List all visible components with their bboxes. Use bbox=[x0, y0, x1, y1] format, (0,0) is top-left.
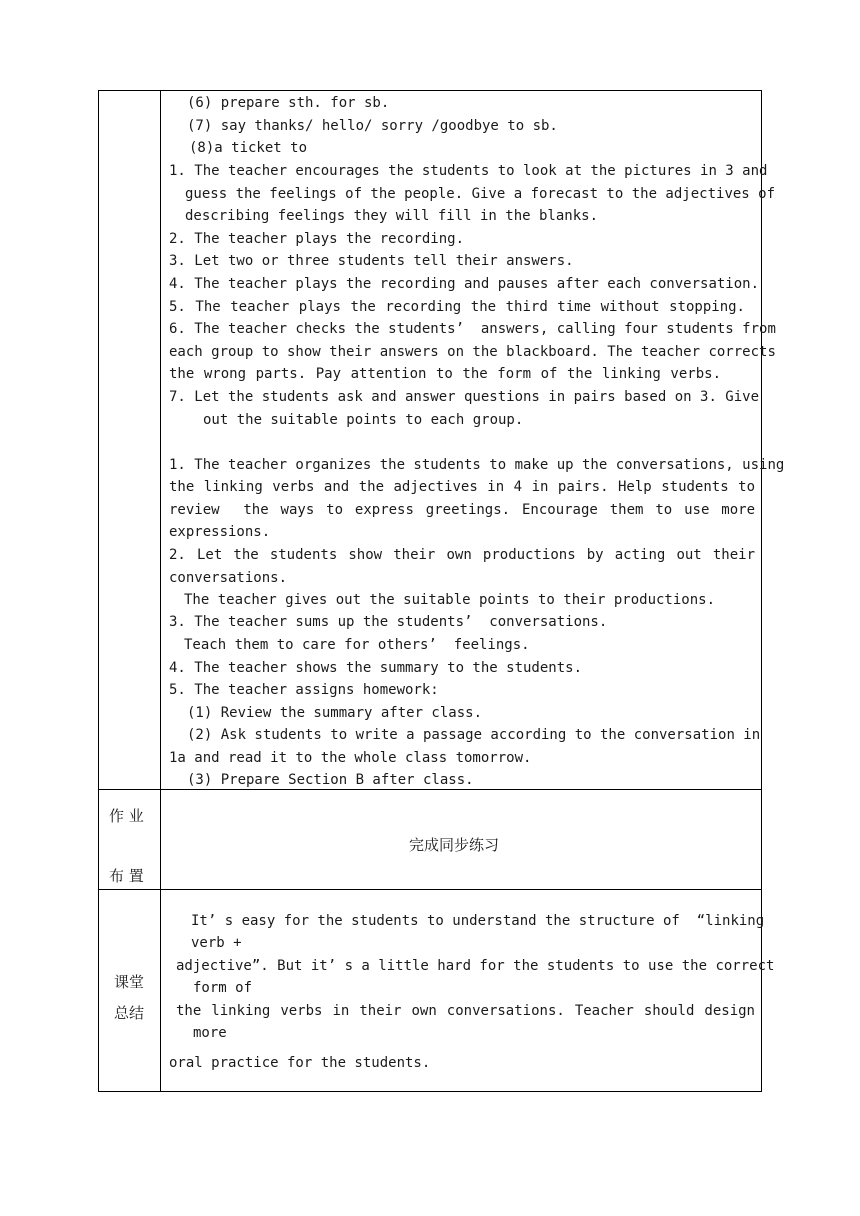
text-line: (2) Ask students to write a passage according to the conversation in bbox=[187, 727, 761, 743]
text-line: the wrong parts. Pay attention to the form of the linking verbs. bbox=[169, 366, 721, 382]
text-line: conversations. bbox=[169, 570, 288, 586]
text-line: (8)a ticket to bbox=[189, 140, 308, 156]
text-line: 2. Let the students show their own productions by acting out their bbox=[169, 547, 755, 563]
text-line: 4. The teacher shows the summary to the students. bbox=[169, 660, 583, 676]
text-line: Teach them to care for others’ feelings. bbox=[184, 637, 530, 653]
text-line: 3. Let two or three students tell their answers. bbox=[169, 253, 574, 269]
text-line: (3) Prepare Section B after class. bbox=[187, 772, 474, 788]
text-line: guess the feelings of the people. Give a forecast to the adjectives of bbox=[185, 186, 776, 202]
text-line: (1) Review the summary after class. bbox=[187, 705, 483, 721]
text-line: form of bbox=[193, 980, 253, 996]
text-line: the linking verbs and the adjectives in 4 in pairs. Help students to bbox=[169, 479, 755, 495]
text-line: 2. The teacher plays the recording. bbox=[169, 231, 465, 247]
homework-label-bottom: 布 置 bbox=[109, 867, 144, 885]
text-line: 1. The teacher organizes the students to make up the conversations, using bbox=[169, 457, 785, 473]
text-line: 4. The teacher plays the recording and pauses after each conversation. bbox=[169, 276, 760, 292]
text-line: review the ways to express greetings. Encourage them to use more bbox=[169, 502, 755, 518]
row-divider-upper bbox=[99, 789, 761, 790]
text-line: 5. The teacher assigns homework: bbox=[169, 682, 439, 698]
text-line: 1. The teacher encourages the students to look at the pictures in 3 and bbox=[169, 163, 768, 179]
text-line: more bbox=[193, 1025, 227, 1041]
homework-label-top: 作 业 bbox=[109, 807, 144, 825]
text-line: 6. The teacher checks the students’ answers, calling four students from bbox=[169, 321, 776, 337]
summary-label-bottom: 总结 bbox=[114, 1004, 145, 1022]
text-line: adjective”. But it’ s a little hard for the students to use the correct bbox=[176, 958, 775, 974]
summary-label-top: 课堂 bbox=[114, 973, 145, 991]
text-line: verb + bbox=[191, 935, 242, 951]
text-line: each group to show their answers on the blackboard. The teacher corrects bbox=[169, 344, 776, 360]
text-line: expressions. bbox=[169, 524, 271, 540]
text-line: 7. Let the students ask and answer questions in pairs based on 3. Give bbox=[169, 389, 760, 405]
text-line: (7) say thanks/ hello/ sorry /goodbye to sb. bbox=[187, 118, 558, 134]
text-line: oral practice for the students. bbox=[169, 1055, 431, 1071]
text-line: out the suitable points to each group. bbox=[203, 412, 524, 428]
text-line: 3. The teacher sums up the students’ conversations. bbox=[169, 614, 608, 630]
text-line: 1a and read it to the whole class tomorrow. bbox=[169, 750, 532, 766]
text-line: The teacher gives out the suitable points to their productions. bbox=[184, 592, 716, 608]
text-line: the linking verbs in their own conversations. Teacher should design bbox=[176, 1003, 755, 1019]
lesson-plan-table bbox=[98, 90, 785, 1092]
text-line: It’ s easy for the students to understand the structure of “linking bbox=[191, 913, 765, 929]
text-line: (6) prepare sth. for sb. bbox=[187, 95, 390, 111]
homework-content: 完成同步练习 bbox=[409, 836, 500, 854]
column-divider bbox=[160, 91, 161, 1091]
text-line: describing feelings they will fill in the blanks. bbox=[185, 208, 599, 224]
text-line: 5. The teacher plays the recording the third time without stopping. bbox=[169, 299, 745, 315]
row-divider-lower bbox=[99, 889, 761, 890]
